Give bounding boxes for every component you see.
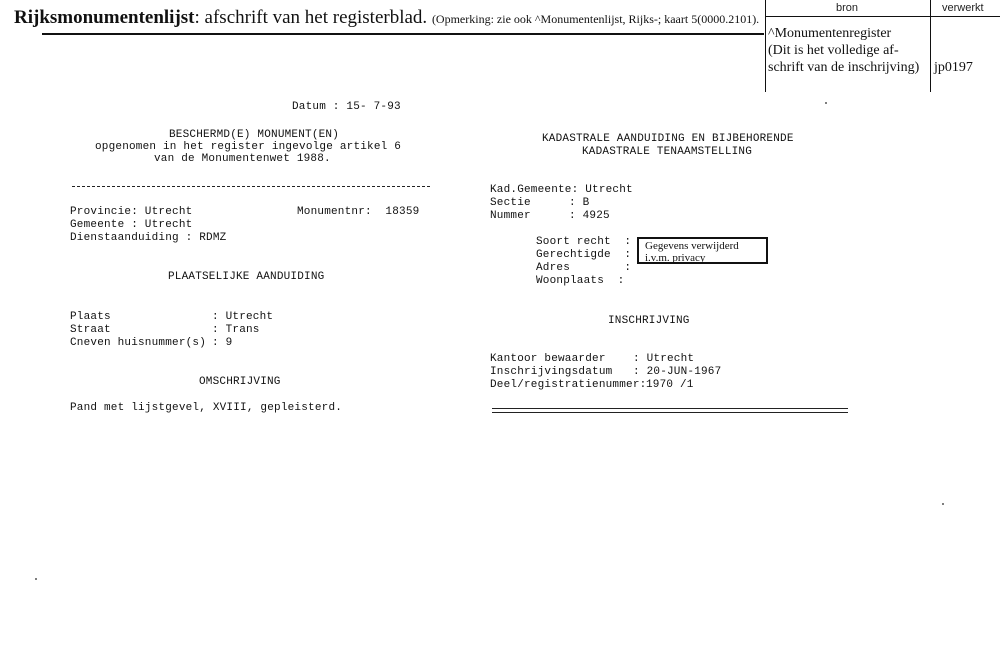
soort-recht-label: Soort recht :: [536, 236, 632, 248]
heading-line-3: van de Monumentenwet 1988.: [154, 153, 331, 165]
title-bold: Rijksmonumentenlijst: [14, 7, 195, 28]
scan-speck: [35, 578, 37, 580]
kad-gemeente: Kad.Gemeente: Utrecht: [490, 184, 633, 196]
bron-line-3: schrift van de inschrijving): [768, 60, 920, 75]
straat-value: : Trans: [212, 324, 260, 336]
straat-label: Straat: [70, 324, 111, 336]
huisnummer-label: Cneven huisnummer(s): [70, 337, 207, 349]
inschrijvingsdatum-value: : 20-JUN-1967: [633, 366, 722, 378]
inschrijving-heading: INSCHRIJVING: [608, 315, 690, 327]
table-left-border: [765, 0, 766, 92]
title-rest: : afschrift van het registerblad.: [194, 7, 428, 28]
deel-label: Deel/registratienummer:: [490, 379, 647, 391]
kadastrale-heading-2: KADASTRALE TENAAMSTELLING: [582, 146, 753, 158]
table-header-verwerkt: verwerkt: [942, 2, 984, 14]
nummer-label: Nummer: [490, 210, 531, 222]
kadastrale-heading-1: KADASTRALE AANDUIDING EN BIJBEHORENDE: [542, 133, 794, 145]
provincie: Provincie: Utrecht: [70, 206, 193, 218]
bron-line-2: (Dit is het volledige af-: [768, 43, 899, 58]
gerechtigde-label: Gerechtigde :: [536, 249, 632, 261]
dienstaanduiding: Dienstaanduiding : RDMZ: [70, 232, 227, 244]
table-header-bron: bron: [836, 2, 859, 14]
gemeente: Gemeente : Utrecht: [70, 219, 193, 231]
table-header-rule: [765, 16, 1000, 17]
kantoor-label: Kantoor bewaarder: [490, 353, 606, 365]
table-middle-border: [930, 0, 931, 92]
title-note: (Opmerking: zie ook ^Monumentenlijst, Rijks-; kaart 5(0000.2101).: [431, 12, 760, 26]
monumentnr: Monumentnr: 18359: [297, 206, 420, 218]
verwerkt-value: jp0197: [934, 60, 973, 75]
double-divider: [492, 408, 848, 413]
scan-speck: [942, 503, 944, 505]
heading-line-2: opgenomen in het register ingevolge artikel 6: [95, 141, 402, 153]
inschrijvingsdatum-label: Inschrijvingsdatum: [490, 366, 613, 378]
privacy-notice-box: Gegevens verwijderd i.v.m. privacy: [637, 237, 768, 264]
omschrijving-heading: OMSCHRIJVING: [199, 376, 281, 388]
header-rule: [42, 33, 764, 35]
omschrijving-text: Pand met lijstgevel, XVIII, gepleisterd.: [70, 402, 343, 414]
scan-speck: [825, 102, 827, 104]
plaatselijke-heading: PLAATSELIJKE AANDUIDING: [168, 271, 325, 283]
deel-value: 1970 /1: [646, 379, 694, 391]
plaats-value: : Utrecht: [212, 311, 274, 323]
heading-line-1: BESCHERMD(E) MONUMENT(EN): [169, 129, 340, 141]
sectie-value: : B: [569, 197, 590, 209]
plaats-label: Plaats: [70, 311, 111, 323]
adres-label: Adres :: [536, 262, 632, 274]
bron-line-1: ^Monumentenregister: [768, 26, 892, 41]
document-title: [14, 7, 759, 29]
datum: Datum : 15- 7-93: [292, 101, 401, 113]
dashed-divider: [72, 186, 430, 187]
huisnummer-value: : 9: [212, 337, 233, 349]
sectie-label: Sectie: [490, 197, 531, 209]
woonplaats-label: Woonplaats :: [536, 275, 625, 287]
kantoor-value: : Utrecht: [633, 353, 695, 365]
nummer-value: : 4925: [569, 210, 610, 222]
